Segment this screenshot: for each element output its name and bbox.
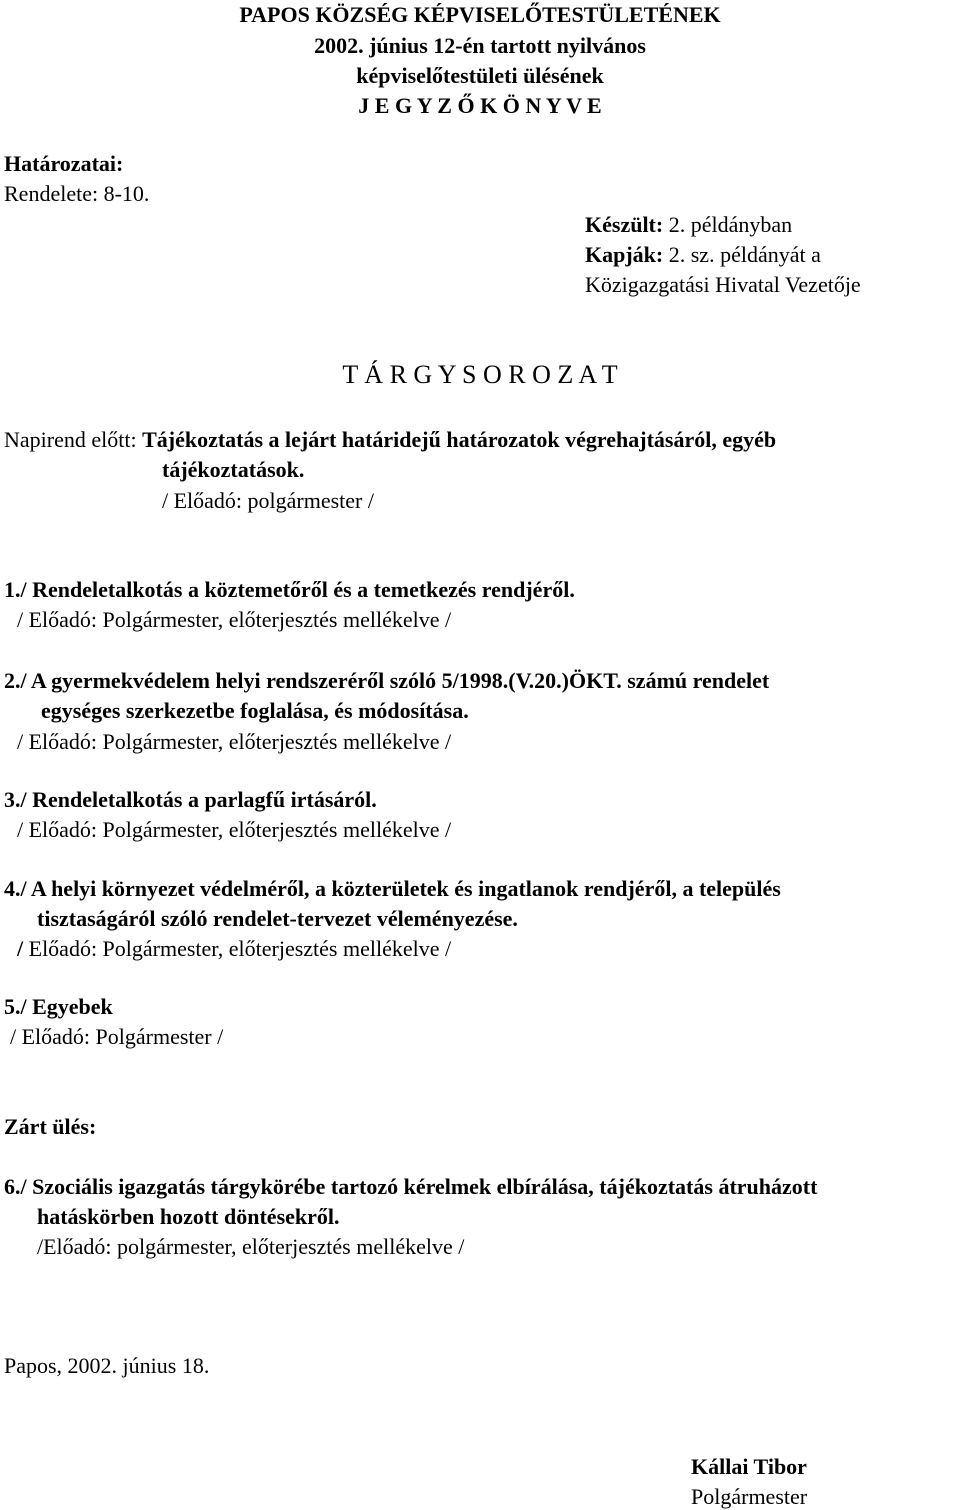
agenda-item-6-title-cont: hatáskörben hozott döntésekről.	[37, 1204, 340, 1229]
copies-received-line	[585, 244, 821, 266]
agenda-item-5-presenter: / Előadó: Polgármester /	[10, 1024, 224, 1049]
agenda-item-1-text: / Rendeletalkotás a köztemetőről és a temetkezés rendjéről.	[20, 577, 575, 602]
agenda-item-4-number: 4.	[4, 876, 21, 901]
agenda-item-4-presenter	[17, 938, 451, 960]
agenda-item-4-presenter-text: Előadó: Polgármester, előterjesztés mellékelve /	[23, 936, 452, 961]
agenda-item-3-title	[4, 789, 377, 811]
agenda-item-3-number: 3.	[4, 787, 21, 812]
signatory-role: Polgármester	[691, 1484, 808, 1509]
decree-line: Rendelete: 8-10.	[4, 181, 150, 206]
pre-agenda-title-cont: tájékoztatások.	[162, 457, 305, 482]
recipient-line: Közigazgatási Hivatal Vezetője	[585, 272, 861, 297]
closed-session-label: Zárt ülés:	[4, 1114, 97, 1139]
agenda-item-6-title	[4, 1176, 817, 1198]
document-title: PAPOS KÖZSÉG KÉPVISELŐTESTÜLETÉNEK	[239, 2, 721, 27]
agenda-item-2-title	[4, 670, 769, 692]
copies-received-label: Kapják:	[585, 242, 664, 267]
signatory-name: Kállai Tibor	[691, 1454, 807, 1479]
agenda-item-2-title-cont: egységes szerkezetbe foglalása, és módosítása.	[41, 698, 469, 723]
copies-made-label: Készült:	[585, 212, 664, 237]
resolutions-label: Határozatai:	[4, 151, 124, 176]
meeting-type-line: képviselőtestületi ülésének	[356, 63, 604, 88]
agenda-item-5-title	[4, 996, 113, 1018]
agenda-item-3-text: / Rendeletalkotás a parlagfű irtásáról.	[20, 787, 377, 812]
pre-agenda-presenter: / Előadó: polgármester /	[162, 488, 374, 513]
agenda-item-6-number: 6.	[4, 1174, 21, 1199]
agenda-item-1-title	[4, 579, 575, 601]
copies-made-value: 2. példányban	[668, 212, 793, 237]
agenda-item-4-title-cont: tisztaságáról szóló rendelet-tervezet véleményezése.	[37, 906, 518, 931]
agenda-item-2-text: / A gyermekvédelem helyi rendszeréről szóló 5/1998.(V.20.)ÖKT. számú rendelet	[20, 668, 770, 693]
meeting-date-line: 2002. június 12-én tartott nyilvános	[314, 33, 646, 58]
copies-made-line	[585, 214, 792, 236]
agenda-item-2-presenter: / Előadó: Polgármester, előterjesztés mellékelve /	[17, 729, 452, 754]
agenda-title: T Á R G Y S O R O Z A T	[342, 360, 618, 389]
agenda-item-6-text: / Szociális igazgatás tárgykörébe tartozó kérelmek elbírálása, tájékoztatás átruházott	[20, 1174, 818, 1199]
pre-agenda-line	[4, 429, 776, 451]
agenda-item-3-presenter: / Előadó: Polgármester, előterjesztés mellékelve /	[17, 817, 452, 842]
pre-agenda-title: Tájékoztatás a lejárt határidejű határozatok végrehajtásáról, egyéb	[142, 427, 777, 452]
agenda-item-1-number: 1.	[4, 577, 21, 602]
pre-agenda-label: Napirend előtt:	[4, 427, 137, 452]
agenda-item-2-number: 2.	[4, 668, 21, 693]
agenda-item-5-number: 5.	[4, 994, 21, 1019]
agenda-item-4-title	[4, 878, 781, 900]
agenda-item-4-presenter-slash: /	[17, 936, 24, 961]
copies-received-value: 2. sz. példányát a	[668, 242, 821, 267]
minutes-heading: J E G Y Z Ő K Ö N Y V E	[358, 93, 602, 118]
agenda-item-5-text: / Egyebek	[20, 994, 113, 1019]
agenda-item-6-presenter: /Előadó: polgármester, előterjesztés mellékelve /	[37, 1234, 465, 1259]
place-date: Papos, 2002. június 18.	[4, 1353, 210, 1378]
agenda-item-4-text: / A helyi környezet védelméről, a közterületek és ingatlanok rendjéről, a település	[20, 876, 781, 901]
agenda-item-1-presenter: / Előadó: Polgármester, előterjesztés mellékelve /	[17, 607, 452, 632]
